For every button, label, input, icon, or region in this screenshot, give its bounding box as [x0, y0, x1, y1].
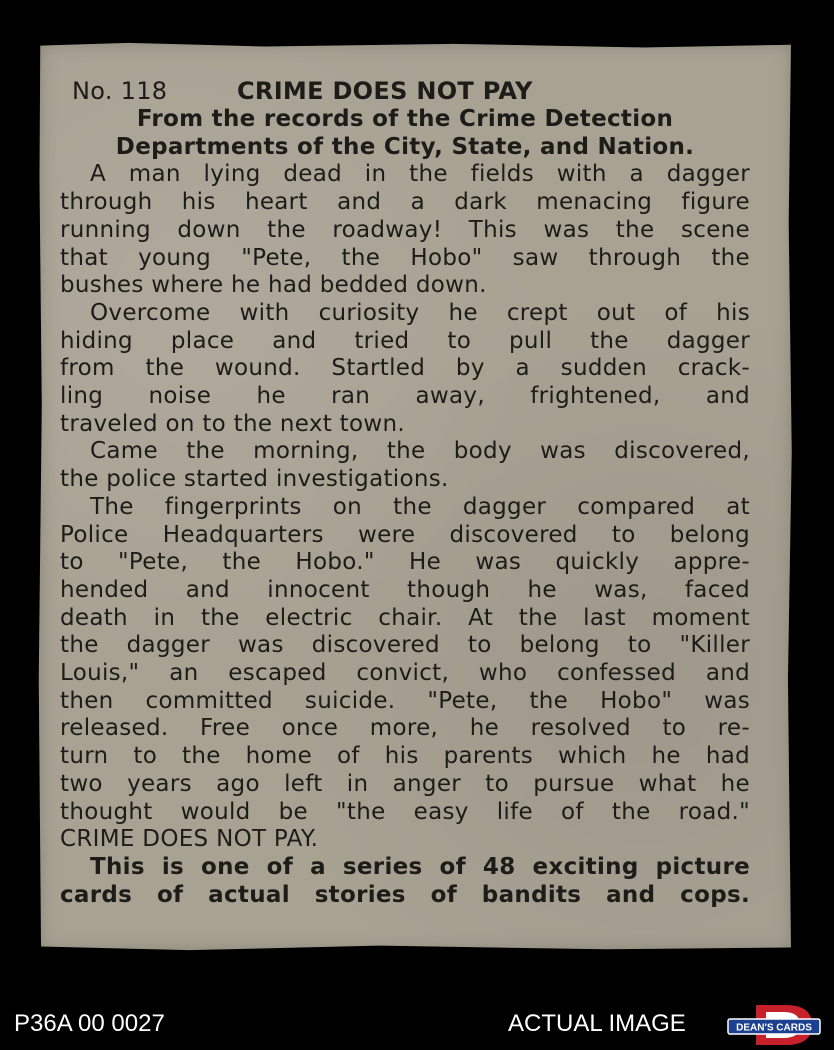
body-line: the police started investigations.: [60, 466, 449, 493]
body-line: two years ago left in anger to pursue what he: [60, 770, 750, 797]
body-line: then committed suicide. "Pete, the Hobo" was: [60, 687, 750, 714]
body-line: ling noise he ran away, frightened, and: [60, 383, 750, 410]
body-line: Overcome with curiosity he crept out of his: [90, 299, 750, 326]
body-line: that young "Pete, the Hobo" saw through the: [60, 244, 750, 271]
card-header: [60, 76, 750, 106]
body-line: turn to the home of his parents which he had: [60, 743, 750, 770]
body-line: traveled on to the next town.: [60, 410, 405, 437]
body-line: the dagger was discovered to belong to "Killer: [60, 632, 750, 659]
card-number: No. 118: [72, 77, 168, 105]
body-line: thought would be "the easy life of the road.": [60, 798, 750, 825]
logo-text: DEAN'S CARDS: [736, 1022, 812, 1034]
body-line: CRIME DOES NOT PAY.: [60, 826, 319, 853]
body-line: Police Headquarters were discovered to belong: [60, 521, 750, 548]
closing-line: This is one of a series of 48 exciting picture: [90, 853, 750, 880]
body-line: through his heart and a dark menacing figure: [60, 189, 750, 216]
body-line: Louis," an escaped convict, who confessed and: [60, 660, 750, 687]
actual-image-label: ACTUAL IMAGE: [508, 1010, 686, 1037]
body-line: to "Pete, the Hobo." He was quickly appre-: [60, 549, 750, 576]
body-line: released. Free once more, he resolved to re-: [60, 715, 750, 742]
body-line: hiding place and tried to pull the dagger: [60, 327, 750, 354]
subtitle-line: From the records of the Crime Detection: [136, 106, 674, 132]
body-line: hended and innocent though he was, faced: [60, 576, 750, 603]
closing-line: cards of actual stories of bandits and cops.: [60, 881, 750, 908]
body-line: running down the roadway! This was the scene: [60, 216, 750, 243]
body-line: bushes where he had bedded down.: [60, 272, 487, 299]
card-title: CRIME DOES NOT PAY: [237, 77, 533, 105]
subtitle-line: Departments of the City, State, and Nation.: [115, 133, 695, 160]
deans-cards-logo: [726, 1003, 822, 1047]
body-line: from the wound. Startled by a sudden crack-: [60, 355, 750, 382]
catalog-id: P36A 00 0027: [14, 1010, 165, 1037]
body-line: death in the electric chair. At the last moment: [60, 604, 750, 631]
body-line: A man lying dead in the fields with a dagger: [90, 161, 750, 188]
body-line: Came the morning, the body was discovered,: [90, 438, 750, 465]
card-text: [60, 76, 750, 909]
body-line: The fingerprints on the dagger compared at: [90, 493, 750, 520]
